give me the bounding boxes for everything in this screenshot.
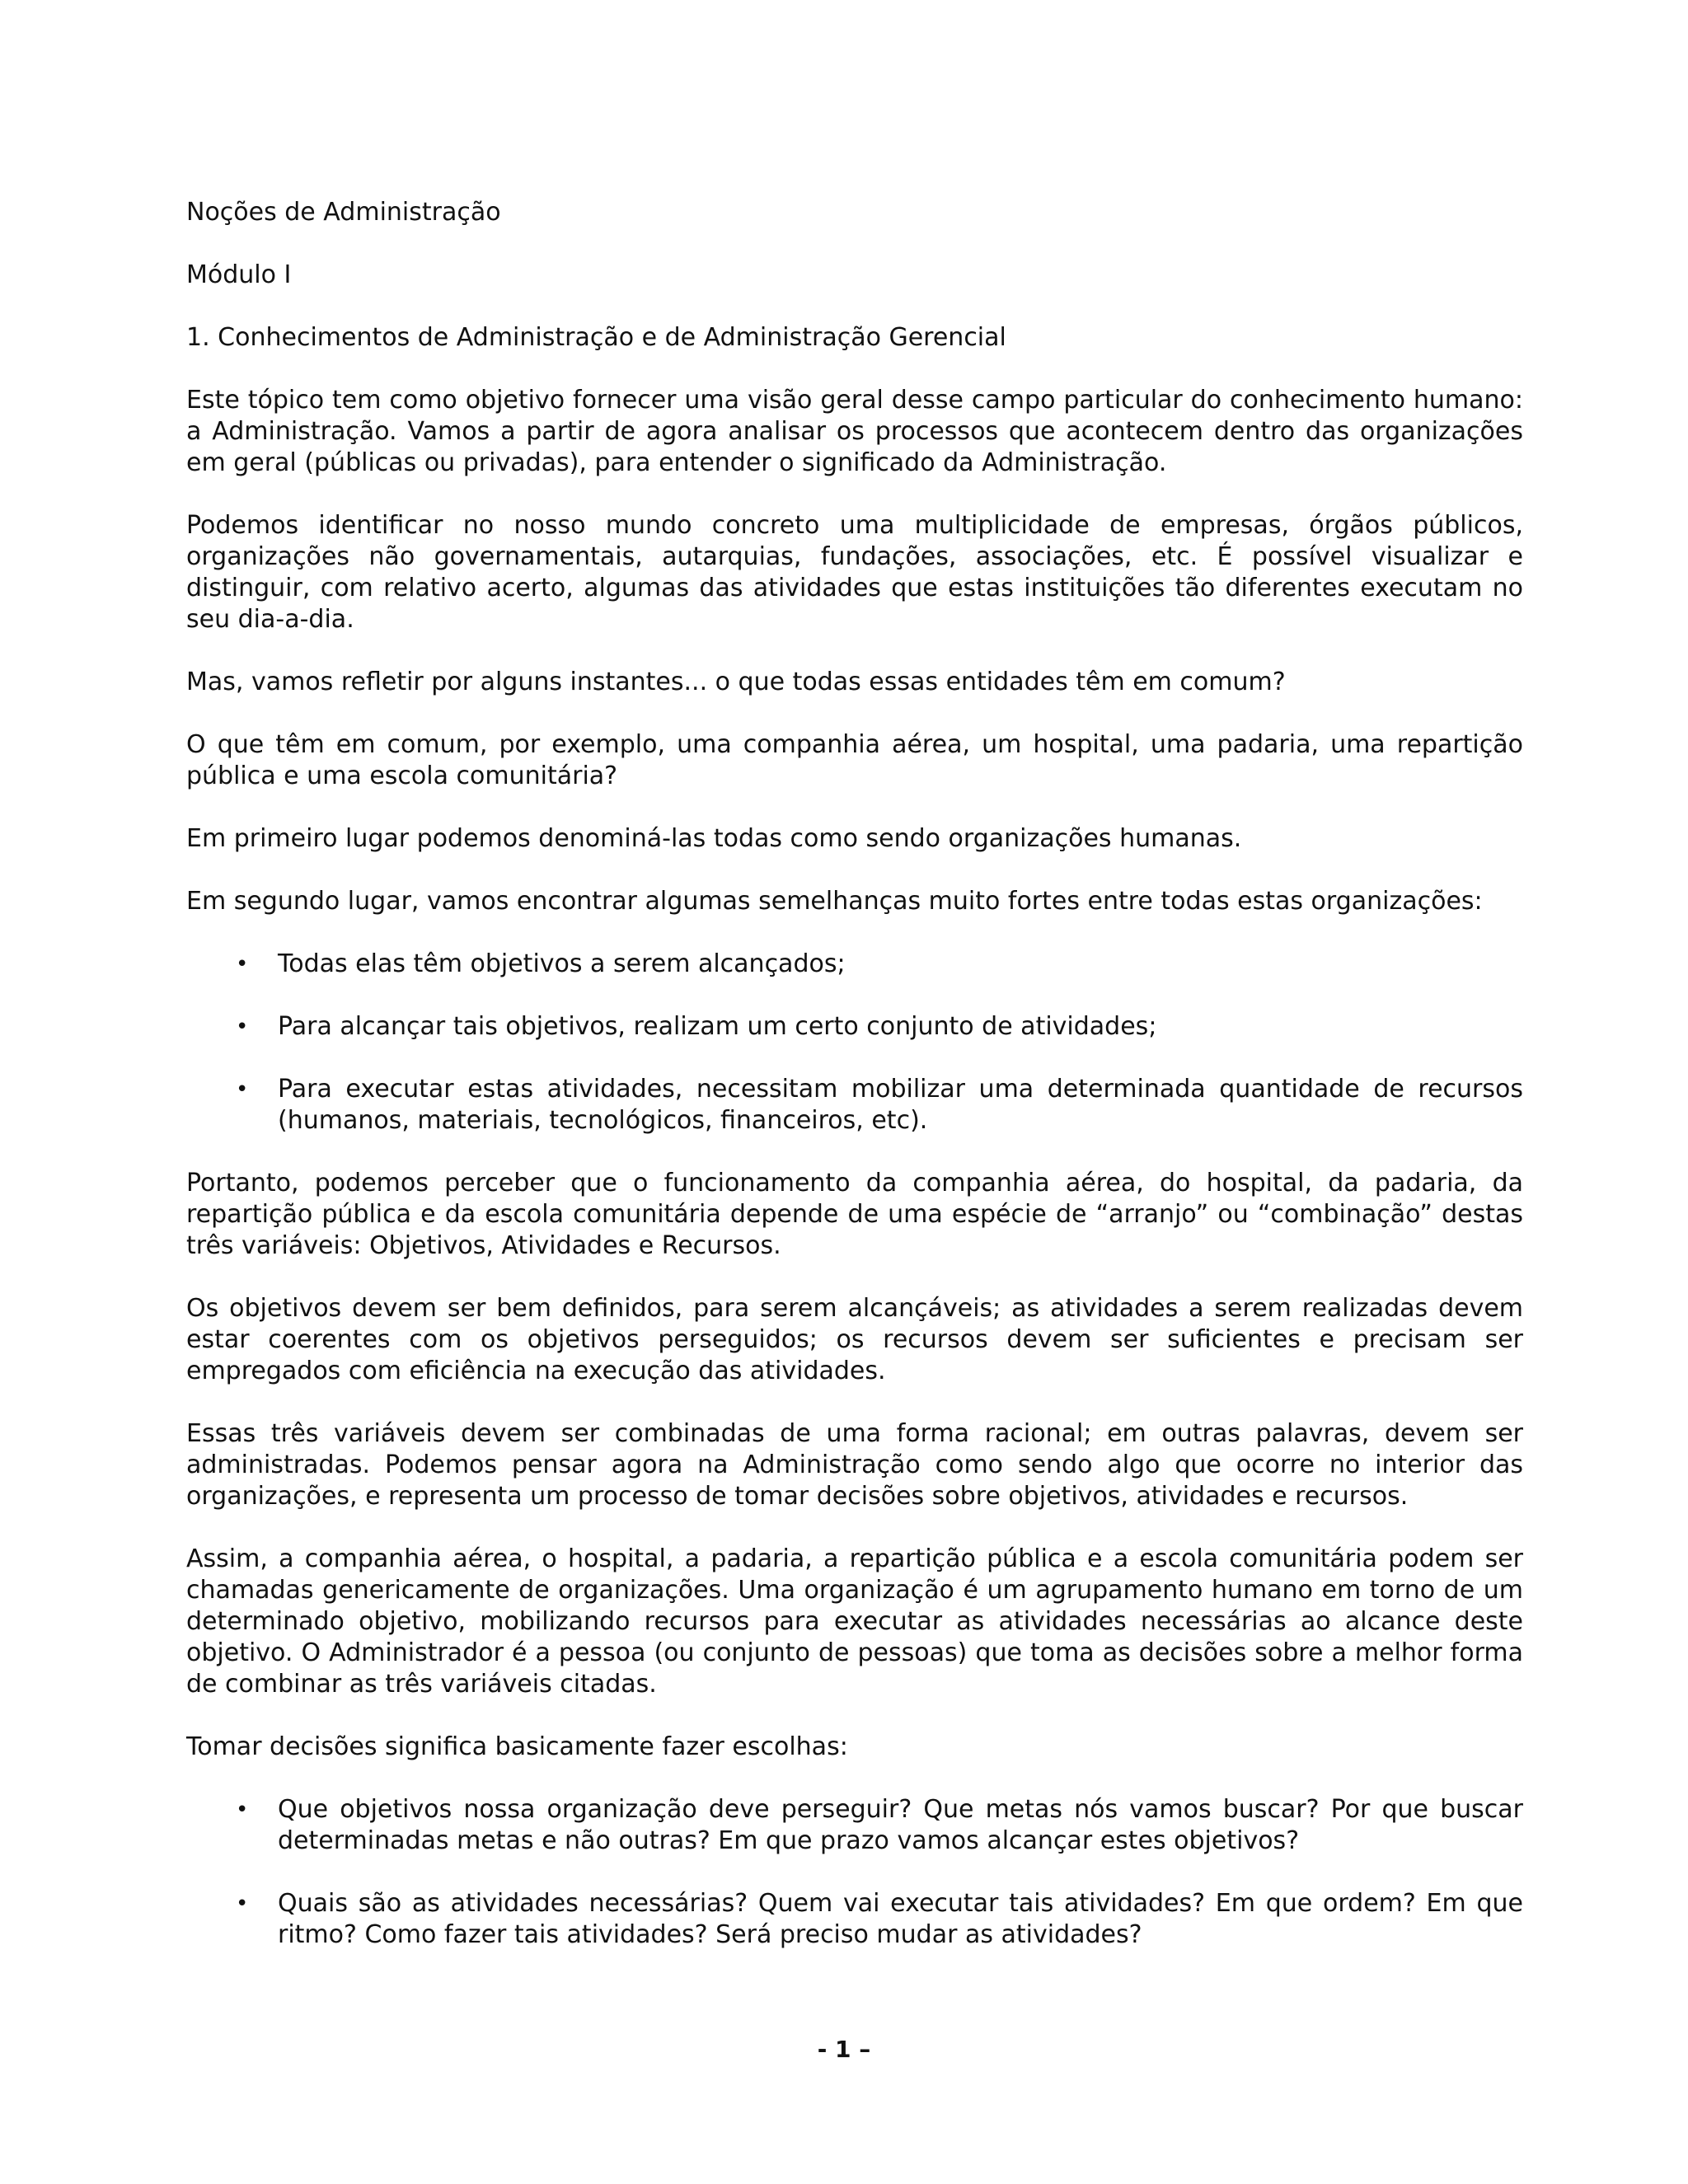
- paragraph: Podemos identificar no nosso mundo concreto uma multiplicidade de empresas, órgãos públicos, organizações não governamentais, autarquias, fundações, associações, etc. É possível visualizar e distinguir, com relativo acerto, algumas das atividades que estas instituições tão diferentes executam no seu dia-a-dia.: [186, 511, 1523, 634]
- page-number: - 1 –: [817, 2036, 871, 2063]
- bullet-icon: •: [236, 1015, 249, 1039]
- bullet-icon: •: [236, 952, 249, 977]
- bullet-icon: •: [236, 1891, 249, 1916]
- document-body: [186, 197, 1523, 1982]
- paragraph: Essas três variáveis devem ser combinadas de uma forma racional; em outras palavras, devem ser administradas. Podemos pensar agora na Administração como sendo algo que ocorre no interior das organizações, e representa um processo de tomar decisões sobre objetivos, atividades e recursos.: [186, 1419, 1523, 1511]
- list-item-text: Todas elas têm objetivos a serem alcançados;: [278, 949, 846, 978]
- list-item-text: Para executar estas atividades, necessitam mobilizar uma determinada quantidade de recursos (humanos, materiais, tecnológicos, financeiros, etc).: [278, 1075, 1523, 1135]
- bullet-icon: •: [236, 1077, 249, 1102]
- section-heading: 1. Conhecimentos de Administração e de Administração Gerencial: [186, 323, 1006, 352]
- paragraph: Portanto, podemos perceber que o funcionamento da companhia aérea, do hospital, da padaria, da repartição pública e da escola comunitária depende de uma espécie de “arranjo” ou “combinação” destas três variáveis: Objetivos, Atividades e Recursos.: [186, 1169, 1523, 1260]
- paragraph: Mas, vamos refletir por alguns instantes... o que todas essas entidades têm em comum?: [186, 668, 1286, 696]
- list-item-text: Que objetivos nossa organização deve perseguir? Que metas nós vamos buscar? Por que buscar determinadas metas e não outras? Em que prazo vamos alcançar estes objetivos?: [278, 1795, 1523, 1855]
- bullet-icon: •: [236, 1797, 249, 1822]
- paragraph: Este tópico tem como objetivo fornecer uma visão geral desse campo particular do conhecimento humano: a Administração. Vamos a partir de agora analisar os processos que acontecem dentro das organizações em geral (públicas ou privadas), para entender o significado da Administração.: [186, 386, 1523, 477]
- list-item: [186, 1794, 1523, 1857]
- list-item: [186, 1888, 1523, 1951]
- paragraph: Em primeiro lugar podemos denominá-las todas como sendo organizações humanas.: [186, 824, 1242, 853]
- list-item-text: Quais são as atividades necessárias? Quem vai executar tais atividades? Em que ordem? Em que ritmo? Como fazer tais atividades? Será preciso mudar as atividades?: [278, 1889, 1523, 1949]
- list-item: [186, 1074, 1523, 1137]
- list-item: [186, 1011, 1523, 1043]
- paragraph: Assim, a companhia aérea, o hospital, a padaria, a repartição pública e a escola comunitária podem ser chamadas genericamente de organizações. Uma organização é um agrupamento humano em torno de um determinado objetivo, mobilizando recursos para executar as atividades necessárias ao alcance deste objetivo. O Administrador é a pessoa (ou conjunto de pessoas) que toma as decisões sobre a melhor forma de combinar as três variáveis citadas.: [186, 1544, 1523, 1699]
- bullet-list-characteristics: [186, 949, 1523, 1137]
- document-title: Noções de Administração: [186, 198, 501, 227]
- paragraph: O que têm em comum, por exemplo, uma companhia aérea, um hospital, uma padaria, uma repartição pública e uma escola comunitária?: [186, 730, 1523, 790]
- list-item-text: Para alcançar tais objetivos, realizam um certo conjunto de atividades;: [278, 1012, 1157, 1041]
- paragraph: Os objetivos devem ser bem definidos, para serem alcançáveis; as atividades a serem realizadas devem estar coerentes com os objetivos perseguidos; os recursos devem ser suficientes e precisam ser empregados com eficiência na execução das atividades.: [186, 1294, 1523, 1385]
- list-item: [186, 949, 1523, 980]
- bullet-list-decisions: [186, 1794, 1523, 1951]
- module-label: Módulo I: [186, 260, 292, 289]
- paragraph: Em segundo lugar, vamos encontrar algumas semelhanças muito fortes entre todas estas organizações:: [186, 887, 1483, 916]
- paragraph: Tomar decisões significa basicamente fazer escolhas:: [186, 1732, 848, 1761]
